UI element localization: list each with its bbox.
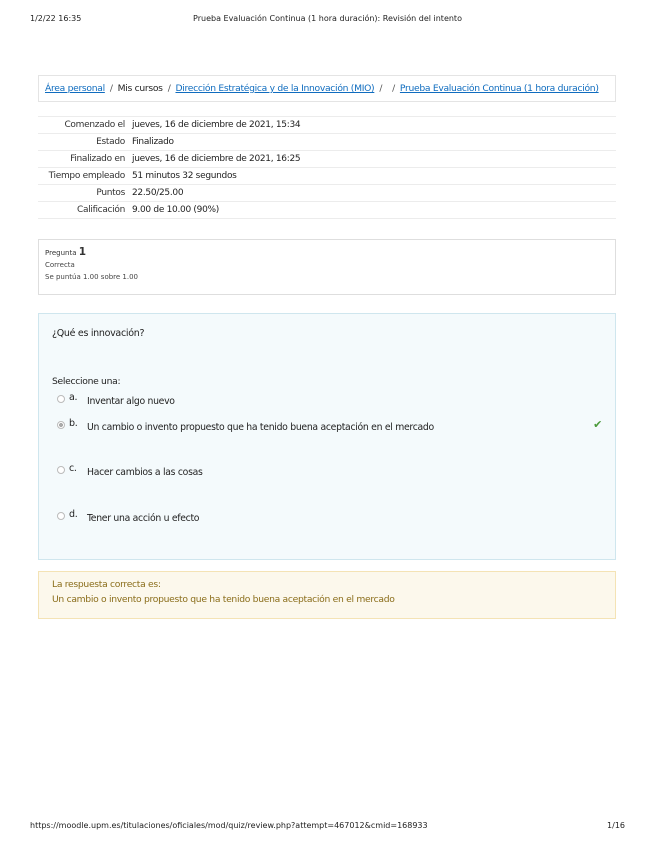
option-text: Tener una acción u efecto <box>87 513 200 524</box>
radio-button[interactable] <box>57 512 65 520</box>
summary-value: Finalizado <box>132 137 174 147</box>
question-info-box <box>38 239 616 295</box>
summary-label: Finalizado en <box>70 154 125 164</box>
checkmark-icon: ✔ <box>593 418 602 431</box>
feedback-label: La respuesta correcta es: <box>52 579 161 590</box>
radio-button-selected[interactable] <box>57 421 65 429</box>
answer-option-d[interactable] <box>57 511 602 527</box>
summary-label: Tiempo empleado <box>48 171 125 181</box>
summary-label: Estado <box>96 137 125 147</box>
breadcrumb-personal-area[interactable]: Área personal <box>45 83 105 94</box>
print-page-title: Prueba Evaluación Continua (1 hora duración): Revisión del intento <box>193 14 462 23</box>
breadcrumb-my-courses: Mis cursos <box>117 83 163 94</box>
correct-answer-feedback <box>38 571 616 619</box>
breadcrumb-separator: / <box>109 83 113 94</box>
question-number-value: 1 <box>78 246 87 258</box>
summary-row-marks <box>38 184 616 201</box>
summary-value: 22.50/25.00 <box>132 188 184 198</box>
feedback-answer: Un cambio o invento propuesto que ha tenido buena aceptación en el mercado <box>52 594 395 605</box>
option-letter: d. <box>69 509 78 520</box>
question-content <box>38 313 616 560</box>
breadcrumb-course[interactable]: Dirección Estratégica y de la Innovación (MIO) <box>175 83 375 94</box>
option-letter: a. <box>69 392 78 403</box>
question-text: ¿Qué es innovación? <box>52 328 145 339</box>
answer-option-b[interactable] <box>57 420 602 436</box>
print-header <box>30 14 625 26</box>
summary-value: 51 minutos 32 segundos <box>132 171 237 181</box>
summary-label: Puntos <box>96 188 125 198</box>
option-text: Inventar algo nuevo <box>87 396 175 407</box>
option-letter: b. <box>69 418 78 429</box>
answer-option-c[interactable] <box>57 465 602 481</box>
option-letter: c. <box>69 463 77 474</box>
option-text: Hacer cambios a las cosas <box>87 467 203 478</box>
summary-value: jueves, 16 de diciembre de 2021, 16:25 <box>132 154 301 164</box>
summary-row-finished <box>38 150 616 167</box>
answer-option-a[interactable] <box>57 394 602 410</box>
radio-button[interactable] <box>57 395 65 403</box>
summary-row-started <box>38 116 616 133</box>
print-url: https://moodle.upm.es/titulaciones/oficiales/mod/quiz/review.php?attempt=467012&cmid=168933 <box>30 821 428 830</box>
question-state: Correcta <box>45 261 75 269</box>
summary-value: 9.00 de 10.00 (90%) <box>132 205 219 215</box>
attempt-summary-table <box>38 116 616 219</box>
summary-value: jueves, 16 de diciembre de 2021, 15:34 <box>132 120 301 130</box>
summary-label: Comenzado el <box>64 120 125 130</box>
summary-row-state <box>38 133 616 150</box>
summary-label: Calificación <box>77 205 125 215</box>
breadcrumb-separator: / <box>167 83 171 94</box>
summary-row-time-taken <box>38 167 616 184</box>
print-footer <box>30 821 625 831</box>
radio-button[interactable] <box>57 466 65 474</box>
print-datetime: 1/2/22 16:35 <box>30 14 82 23</box>
question-grade: Se puntúa 1.00 sobre 1.00 <box>45 273 139 281</box>
summary-row-grade <box>38 201 616 219</box>
breadcrumb-separator: / <box>379 83 383 94</box>
answer-prompt: Seleccione una: <box>52 376 121 387</box>
question-number <box>45 246 609 258</box>
breadcrumb-separator: / <box>392 83 395 94</box>
breadcrumb <box>38 75 616 102</box>
breadcrumb-quiz[interactable]: Prueba Evaluación Continua (1 hora duración) <box>399 83 599 94</box>
question-number-prefix: Pregunta <box>45 249 77 257</box>
print-page-number: 1/16 <box>607 821 625 830</box>
option-text: Un cambio o invento propuesto que ha tenido buena aceptación en el mercado <box>87 422 434 433</box>
